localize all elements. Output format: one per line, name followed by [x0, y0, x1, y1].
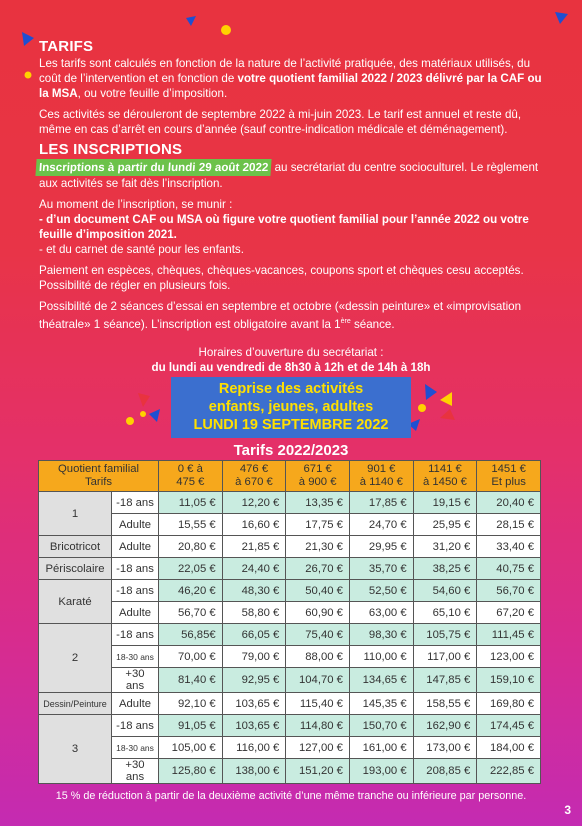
inscriptions-carnet: - et du carnet de santé pour les enfants.	[39, 243, 244, 256]
price-cell: 88,00 €	[286, 646, 350, 668]
age-cell: 18-30 ans	[112, 737, 159, 759]
inscriptions-intro: Au moment de l’inscription, se munir :	[39, 198, 233, 211]
price-cell: 92,95 €	[222, 668, 286, 693]
price-cell: 66,05 €	[222, 624, 286, 646]
price-cell: 147,85 €	[413, 668, 477, 693]
price-cell: 26,70 €	[286, 558, 350, 580]
table-row	[39, 737, 541, 759]
price-cell: 67,20 €	[477, 602, 541, 624]
age-cell: -18 ans	[112, 715, 159, 737]
price-cell: 110,00 €	[349, 646, 413, 668]
price-cell: 151,20 €	[286, 759, 350, 784]
price-cell: 35,70 €	[349, 558, 413, 580]
price-cell: 21,85 €	[222, 536, 286, 558]
table-row	[39, 668, 541, 693]
price-cell: 105,75 €	[413, 624, 477, 646]
payment-methods: Paiement en espèces, chèques, chèques-vacances, coupons sport et chèques cesu acceptés.	[39, 264, 524, 277]
price-cell: 91,05 €	[159, 715, 223, 737]
price-cell: 60,90 €	[286, 602, 350, 624]
price-cell: 24,40 €	[222, 558, 286, 580]
age-cell: Adulte	[112, 536, 159, 558]
activity-cell: Dessin/Peinture	[39, 693, 112, 715]
price-cell: 159,10 €	[477, 668, 541, 693]
header-col-2: 476 € à 670 €	[222, 461, 286, 492]
price-cell: 56,85€	[159, 624, 223, 646]
activity-cell: 2	[39, 624, 112, 693]
price-cell: 81,40 €	[159, 668, 223, 693]
age-cell: -18 ans	[112, 624, 159, 646]
price-cell: 50,40 €	[286, 580, 350, 602]
hours-title: Horaires d’ouverture du secrétariat :	[198, 346, 384, 359]
inscriptions-heading: LES INSCRIPTIONS	[39, 141, 183, 158]
price-cell: 21,30 €	[286, 536, 350, 558]
inscriptions-paragraph-1: Inscriptions à partir du lundi 29 août 2022 au secrétariat du centre socioculturel. Le règlement aux activités se fait dès l’inscription.	[39, 159, 547, 191]
activity-cell: Périscolaire	[39, 558, 112, 580]
age-cell: -18 ans	[112, 492, 159, 514]
price-cell: 103,65 €	[222, 693, 286, 715]
table-row	[39, 646, 541, 668]
table-row	[39, 536, 541, 558]
table-header-row	[39, 461, 541, 492]
price-cell: 222,85 €	[477, 759, 541, 784]
price-cell: 115,40 €	[286, 693, 350, 715]
price-cell: 52,50 €	[349, 580, 413, 602]
price-cell: 16,60 €	[222, 514, 286, 536]
price-cell: 63,00 €	[349, 602, 413, 624]
table-row	[39, 602, 541, 624]
age-cell: -18 ans	[112, 558, 159, 580]
age-cell: Adulte	[112, 693, 159, 715]
payment-installments: Possibilité de régler en plusieurs fois.	[39, 279, 231, 292]
price-cell: 17,75 €	[286, 514, 350, 536]
price-cell: 92,10 €	[159, 693, 223, 715]
price-cell: 48,30 €	[222, 580, 286, 602]
price-cell: 70,00 €	[159, 646, 223, 668]
text-content	[39, 38, 547, 332]
reprise-banner	[171, 377, 411, 438]
price-cell: 29,95 €	[349, 536, 413, 558]
price-cell: 58,80 €	[222, 602, 286, 624]
price-cell: 169,80 €	[477, 693, 541, 715]
price-cell: 54,60 €	[413, 580, 477, 602]
activity-cell: 3	[39, 715, 112, 784]
banner-line-3: LUNDI 19 SEPTEMBRE 2022	[193, 417, 389, 433]
price-cell: 145,35 €	[349, 693, 413, 715]
header-col-3: 671 € à 900 €	[286, 461, 350, 492]
price-cell: 19,15 €	[413, 492, 477, 514]
age-cell: +30 ans	[112, 759, 159, 784]
table-row	[39, 514, 541, 536]
price-cell: 13,35 €	[286, 492, 350, 514]
price-cell: 11,05 €	[159, 492, 223, 514]
activity-cell: 1	[39, 492, 112, 536]
price-cell: 17,85 €	[349, 492, 413, 514]
price-cell: 125,80 €	[159, 759, 223, 784]
price-cell: 24,70 €	[349, 514, 413, 536]
price-cell: 98,30 €	[349, 624, 413, 646]
price-cell: 150,70 €	[349, 715, 413, 737]
age-cell: Adulte	[112, 514, 159, 536]
tarifs-paragraph-2: Ces activités se dérouleront de septembre 2022 à mi-juin 2023. Le tarif est annuel et reste dû, même en cas d’arrêt en cours d’année (sauf contre-indication médicale et déménagement).	[39, 108, 522, 136]
price-cell: 46,20 €	[159, 580, 223, 602]
table-row	[39, 715, 541, 737]
age-cell: -18 ans	[112, 580, 159, 602]
price-cell: 161,00 €	[349, 737, 413, 759]
price-cell: 20,80 €	[159, 536, 223, 558]
banner-line-2: enfants, jeunes, adultes	[208, 399, 374, 415]
tarifs-paragraph-1: Les tarifs sont calculés en fonction de la nature de l’activité pratiquée, des matériaux utilisés, du coût de l’intervention et en fonction de votre quotient familial 2022 / 2023 délivré par la CAF ou la MSA, ou votre feuille d’imposition.	[39, 57, 542, 100]
price-cell: 162,90 €	[413, 715, 477, 737]
header-col-4: 901 € à 1140 €	[349, 461, 413, 492]
price-cell: 111,45 €	[477, 624, 541, 646]
price-cell: 184,00 €	[477, 737, 541, 759]
price-cell: 56,70 €	[477, 580, 541, 602]
hours-time: du lundi au vendredi de 8h30 à 12h et de 14h à 18h	[151, 361, 431, 374]
header-label: Quotient familial Tarifs	[39, 461, 159, 492]
table-row	[39, 759, 541, 784]
price-cell: 65,10 €	[413, 602, 477, 624]
table-row	[39, 580, 541, 602]
age-cell: +30 ans	[112, 668, 159, 693]
price-cell: 208,85 €	[413, 759, 477, 784]
trial-sessions: Possibilité de 2 séances d’essai en septembre et octobre («dessin peinture» et «improvisation théatrale» 1 séance). L’inscription est obligatoire avant la 1ère séance.	[39, 300, 522, 331]
price-cell: 79,00 €	[222, 646, 286, 668]
price-cell: 134,65 €	[349, 668, 413, 693]
table-title: Tarifs 2022/2023	[233, 442, 349, 459]
price-cell: 116,00 €	[222, 737, 286, 759]
price-cell: 20,40 €	[477, 492, 541, 514]
price-cell: 31,20 €	[413, 536, 477, 558]
page-number: 3	[564, 803, 571, 817]
price-cell: 33,40 €	[477, 536, 541, 558]
inscriptions-document: - d’un document CAF ou MSA où figure votre quotient familial pour l’année 2022 ou votre feuille d’imposition 2021.	[39, 213, 529, 241]
footnote: 15 % de réduction à partir de la deuxième activité d’une même tranche ou inférieure par personne.	[55, 790, 527, 802]
inscription-date-highlight: Inscriptions à partir du lundi 29 août 2022	[35, 159, 272, 176]
tarifs-heading: TARIFS	[39, 38, 94, 55]
price-cell: 22,05 €	[159, 558, 223, 580]
table-row	[39, 558, 541, 580]
price-cell: 138,00 €	[222, 759, 286, 784]
price-cell: 114,80 €	[286, 715, 350, 737]
price-cell: 105,00 €	[159, 737, 223, 759]
price-cell: 158,55 €	[413, 693, 477, 715]
price-cell: 38,25 €	[413, 558, 477, 580]
banner-line-1: Reprise des activités	[218, 381, 364, 397]
price-cell: 127,00 €	[286, 737, 350, 759]
age-cell: Adulte	[112, 602, 159, 624]
age-cell: 18-30 ans	[112, 646, 159, 668]
price-cell: 40,75 €	[477, 558, 541, 580]
price-cell: 28,15 €	[477, 514, 541, 536]
price-cell: 25,95 €	[413, 514, 477, 536]
price-cell: 104,70 €	[286, 668, 350, 693]
table-row	[39, 624, 541, 646]
tarifs-table	[38, 460, 541, 784]
price-cell: 15,55 €	[159, 514, 223, 536]
price-cell: 174,45 €	[477, 715, 541, 737]
price-cell: 173,00 €	[413, 737, 477, 759]
price-cell: 117,00 €	[413, 646, 477, 668]
price-cell: 103,65 €	[222, 715, 286, 737]
table-row	[39, 492, 541, 514]
price-cell: 75,40 €	[286, 624, 350, 646]
header-col-5: 1141 € à 1450 €	[413, 461, 477, 492]
header-col-6: 1451 € Et plus	[477, 461, 541, 492]
price-cell: 56,70 €	[159, 602, 223, 624]
activity-cell: Karaté	[39, 580, 112, 624]
header-col-1: 0 € à 475 €	[159, 461, 223, 492]
table-row	[39, 693, 541, 715]
price-cell: 12,20 €	[222, 492, 286, 514]
price-cell: 193,00 €	[349, 759, 413, 784]
activity-cell: Bricotricot	[39, 536, 112, 558]
price-cell: 123,00 €	[477, 646, 541, 668]
